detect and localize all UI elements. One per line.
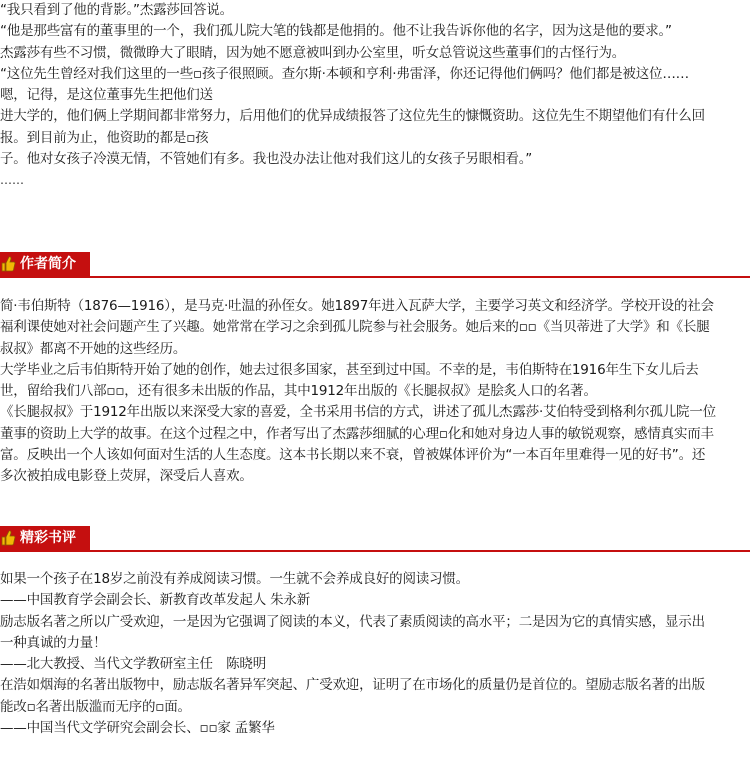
author-line: 多次被拍成电影登上荧屏，深受后人喜欢。: [0, 468, 253, 485]
excerpt-line: 杰露莎有些不习惯，微微睁大了眼睛，因为她不愿意被叫到办公室里，听女总管说这些董事们的古怪行为。: [0, 44, 626, 61]
author-line: 大学毕业之后韦伯斯特开始了她的创作，她去过很多国家，甚至到过中国。不幸的是，韦伯斯特在1916年生下女儿后去: [0, 361, 699, 378]
reviews-section-title: 精彩书评: [20, 530, 76, 546]
excerpt-block: [0, 0, 748, 188]
author-line: 叔叔》都离不开她的这些经历。: [0, 340, 187, 357]
excerpt-line: 进大学的，他们俩上学期间都非常努力，后用他们的优异成绩报答了这位先生的慷慨资助。这位先生不期望他们有什么回: [0, 108, 705, 125]
excerpt-line: “我只看到了他的背影。”杰露莎回答说。: [0, 2, 233, 18]
excerpt-line: 子。他对女孩子冷漠无情，不管她们有多。我也没办法让他对我们这儿的女孩子另眼相看。”: [0, 151, 533, 168]
review-attribution: ——北大教授、当代文学教研室主任 陈晓明: [0, 656, 266, 673]
review-attribution: ——中国当代文学研究会副会长、▫▫家 孟繁华: [0, 720, 275, 737]
excerpt-ellipsis: ……: [0, 173, 24, 188]
author-line: 富。反映出一个人该如何面对生活的人生态度。这本书长期以来不衰，曾被媒体评价为“一本百年里难得一见的好书”。还: [0, 447, 706, 464]
review-line: 如果一个孩子在18岁之前没有养成阅读习惯。一生就不会养成良好的阅读习惯。: [0, 571, 469, 587]
excerpt-line: “他是那些富有的董事里的一个，我们孤儿院大笔的钱都是他捐的。他不让我告诉你他的名字，因为这是他的要求。”: [0, 23, 672, 40]
reviews-body: [0, 569, 748, 739]
thumbs-up-icon: [1, 529, 16, 547]
author-line: 福利课使她对社会问题产生了兴趣。她常常在学习之余到孤儿院参与社会服务。她后来的▫▫《当贝蒂进了大学》和《长腿: [0, 319, 710, 336]
author-line: 世，留给我们八部▫▫，还有很多未出版的作品，其中1912年出版的《长腿叔叔》是脍炙人口的名著。: [0, 383, 597, 400]
author-line: 简·韦伯斯特（1876—1916），是马克·吐温的孙侄女。她1897年进入瓦萨大学，主要学习英文和经济学。学校开设的社会: [0, 298, 714, 314]
author-section-tab: [0, 252, 90, 276]
author-body: [0, 296, 748, 488]
excerpt-line: “这位先生曾经对我们这里的一些▫孩子很照顾。查尔斯·本顿和亨利·弗雷泽，你还记得他们俩吗？他们都是被这位……: [0, 65, 689, 82]
thumbs-up-icon: [1, 255, 16, 273]
author-line: 董事的资助上大学的故事。在这个过程之中，作者写出了杰露莎细腻的心理▫化和她对身边人事的敏锐观察，感情真实而丰: [0, 425, 714, 442]
review-line: 励志版名著之所以广受欢迎，一是因为它强调了阅读的本义，代表了素质阅读的高水平；二是因为它的真情实感，显示出: [0, 613, 705, 630]
excerpt-line: 嗯，记得，是这位董事先生把他们送: [0, 87, 213, 104]
review-line: 一种真诚的力量！: [0, 634, 107, 651]
author-section-title: 作者简介: [20, 256, 76, 272]
review-attribution: ——中国教育学会副会长、新教育改革发起人 朱永新: [0, 592, 310, 609]
excerpt-line: 报。到目前为止，他资助的都是▫孩: [0, 129, 209, 146]
review-line: 在浩如烟海的名著出版物中，励志版名著异军突起、广受欢迎，证明了在市场化的质量仍是首位的。望励志版名著的出版: [0, 677, 705, 694]
review-line: 能改▫名著出版滥而无序的▫面。: [0, 698, 191, 715]
author-line: 《长腿叔叔》于1912年出版以来深受大家的喜爱，全书采用书信的方式，讲述了孤儿杰露莎·艾伯特受到格利尔孤儿院一位: [0, 404, 716, 421]
reviews-section-tab: [0, 526, 90, 550]
reviews-section-header: [0, 526, 750, 552]
author-section-header: [0, 252, 750, 278]
